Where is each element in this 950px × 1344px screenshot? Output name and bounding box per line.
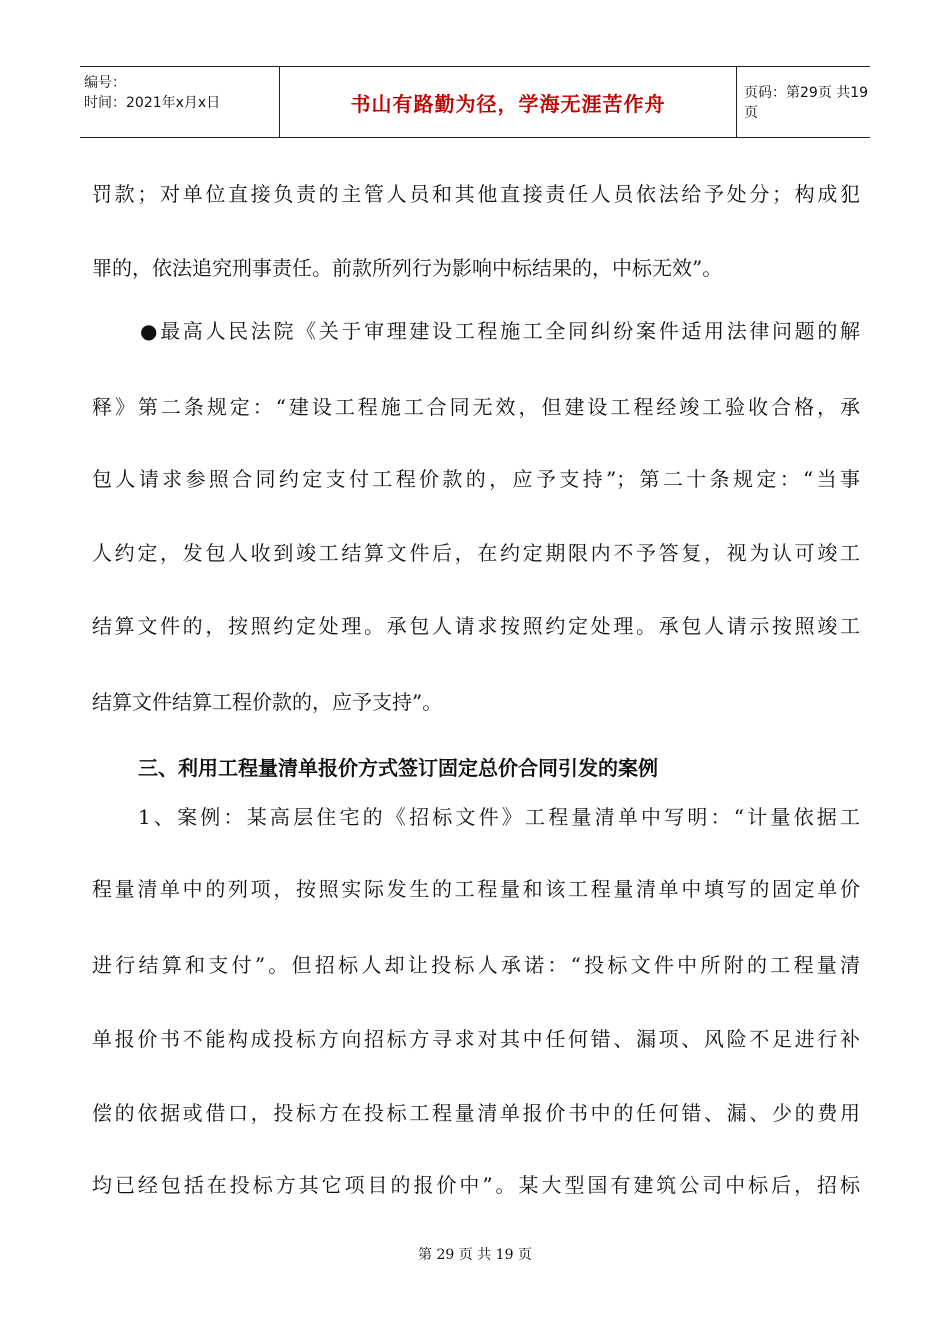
page-info-text: 页码：第29页 共19页 xyxy=(744,85,869,121)
body-line: 进行结算和支付”。但招标人却让投标人承诺：“投标文件中所附的工程量清 xyxy=(92,953,860,977)
header-motto-cell xyxy=(280,67,737,137)
document-time-label: 时间：2021年x月x日 xyxy=(84,95,221,111)
body-line-text: 最高人民法院《关于审理建设工程施工全同纠纷案件适用法律问题的解 xyxy=(160,319,861,343)
body-line: 1、案例：某高层住宅的《招标文件》工程量清单中写明：“计量依据工 xyxy=(138,805,860,829)
bullet-icon: ● xyxy=(140,319,161,343)
body-line: 释》第二条规定：“建设工程施工合同无效，但建设工程经竣工验收合格，承 xyxy=(92,395,860,419)
header-meta-cell xyxy=(80,67,280,137)
body-line: 均已经包括在投标方其它项目的报价中”。某大型国有建筑公司中标后，招标 xyxy=(92,1173,860,1197)
body-line: 偿的依据或借口，投标方在投标工程量清单报价书中的任何错、漏、少的费用 xyxy=(92,1101,860,1125)
body-line: 包人请求参照合同约定支付工程价款的，应予支持”；第二十条规定：“当事 xyxy=(92,467,860,491)
body-line: 结算文件结算工程价款的，应予支持”。 xyxy=(92,690,443,714)
bullet-paragraph-line xyxy=(140,317,860,345)
page-footer: 第 29 页 共 19 页 xyxy=(418,1247,532,1263)
body-line: 罪的，依法追究刑事责任。前款所列行为影响中标结果的，中标无效”。 xyxy=(92,256,723,280)
body-line: 程量清单中的列项，按照实际发生的工程量和该工程量清单中填写的固定单价 xyxy=(92,877,860,901)
document-number-label: 编号： xyxy=(84,75,126,91)
body-line: 结算文件的，按照约定处理。承包人请求按照约定处理。承包人请示按照竣工 xyxy=(92,614,860,638)
header-page-cell xyxy=(736,67,870,137)
header-table xyxy=(80,66,870,138)
body-line: 人约定，发包人收到竣工结算文件后，在约定期限内不予答复，视为认可竣工 xyxy=(92,541,860,565)
body-line: 单报价书不能构成投标方向招标方寻求对其中任何错、漏项、风险不足进行补 xyxy=(92,1027,860,1051)
motto-text: 书山有路勤为径，学海无涯苦作舟 xyxy=(350,91,666,116)
body-line: 罚款；对单位直接负责的主管人员和其他直接责任人员依法给予处分；构成犯 xyxy=(92,182,860,206)
section-heading: 三、利用工程量清单报价方式签订固定总价合同引发的案例 xyxy=(138,756,658,780)
